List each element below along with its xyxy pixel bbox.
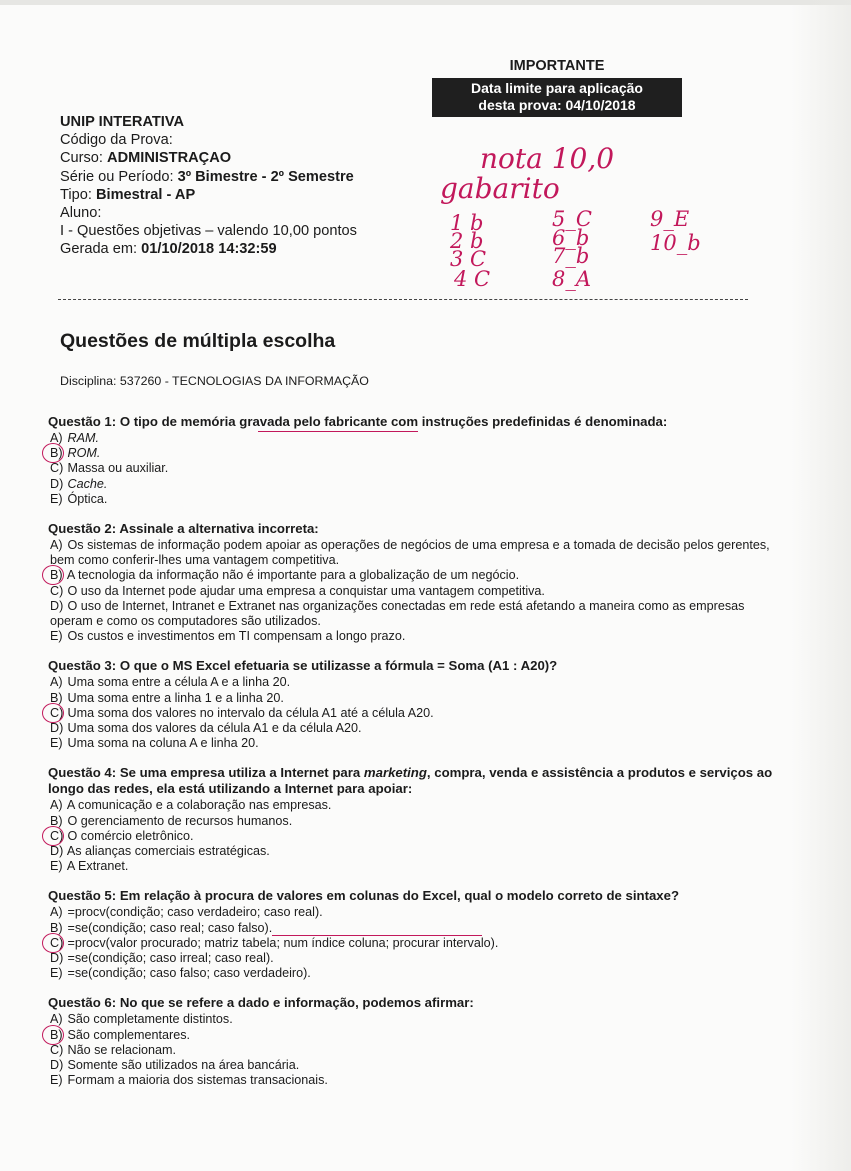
option-e[interactable]: E) Formam a maioria dos sistemas transacionais. [50, 1073, 328, 1088]
generated-value: 01/10/2018 14:32:59 [141, 241, 277, 258]
option-e[interactable]: E) A Extranet. [50, 859, 129, 874]
option-c[interactable]: C) Não se relacionam. [50, 1042, 176, 1057]
option-e[interactable]: E) Uma soma na coluna A e linha 20. [50, 736, 259, 751]
generated-line: Gerada em: 01/10/2018 14:32:59 [60, 241, 277, 258]
exam-code-label: Código da Prova: [60, 132, 173, 149]
answer-circle-mark [42, 703, 64, 723]
important-notice [432, 58, 682, 117]
question-text: Questão 3: O que o MS Excel efetuaria se utilizasse a fórmula = Soma (A1 : A20)? [48, 658, 558, 674]
option-a[interactable]: A) RAM. [50, 431, 99, 445]
course-value: ADMINISTRAÇAO [107, 150, 232, 167]
option-b[interactable]: B) ROM. [48, 446, 790, 461]
option-e[interactable]: E) Óptica. [50, 491, 108, 506]
section-title: Questões de múltipla escolha [60, 330, 336, 352]
handwritten-answer: 2 b [450, 229, 484, 253]
option-c[interactable]: C) O comércio eletrônico. [48, 829, 790, 844]
period-line: Série ou Período: 3º Bimestre - 2º Semestre [60, 168, 354, 185]
handwritten-answer: 10_b [650, 231, 701, 255]
handwritten-answer: 1 b [450, 211, 484, 235]
option-b[interactable]: B) São complementares. [48, 1028, 790, 1043]
answer-circle-mark [42, 933, 64, 953]
handwritten-underline-q1 [258, 431, 418, 432]
question-6 [48, 995, 790, 1088]
important-title: IMPORTANTE [509, 58, 605, 74]
questions-info: I - Questões objetivas – valendo 10,00 pontos [60, 223, 357, 240]
deadline-line-2: desta prova: 04/10/2018 [478, 97, 636, 113]
questions-list [48, 414, 790, 1103]
option-c[interactable]: C) =procv(valor procurado; matriz tabela; num índice coluna; procurar intervalo). [48, 936, 790, 951]
option-c[interactable]: C) O uso da Internet pode ajudar uma empresa a conquistar uma vantagem competitiva. [50, 583, 545, 598]
handwritten-answer: 7_b [552, 244, 590, 268]
option-a[interactable]: A) Os sistemas de informação podem apoiar as operações de negócios de uma empresa e a tomada de decisão pelos gerentes, bem como conferir-lhes uma vantagem competitiva. [50, 538, 770, 568]
question-text: Questão 2: Assinale a alternativa incorreta: [48, 521, 319, 537]
question-text: Questão 6: No que se refere a dado e informação, podemos afirmar: [48, 995, 474, 1011]
handwritten-answer: 9_E [650, 207, 690, 231]
option-a[interactable]: A) =procv(condição; caso verdadeiro; caso real). [50, 905, 323, 920]
period-value: 3º Bimestre - 2º Semestre [177, 168, 354, 185]
question-text: Questão 5: Em relação à procura de valores em colunas do Excel, qual o modelo correto de sintaxe? [48, 888, 680, 904]
handwritten-underline-q5 [272, 935, 482, 936]
option-d[interactable]: D) =se(condição; caso irreal; caso real). [50, 951, 274, 966]
answer-circle-mark [42, 826, 64, 846]
option-a[interactable]: A) A comunicação e a colaboração nas empresas. [50, 798, 332, 813]
exam-header [60, 113, 357, 259]
option-a[interactable]: A) Uma soma entre a célula A e a linha 20. [50, 675, 291, 690]
option-c[interactable]: C) Massa ou auxiliar. [50, 461, 169, 476]
question-2 [48, 521, 790, 644]
question-4 [48, 765, 790, 874]
option-d[interactable]: D) O uso de Internet, Intranet e Extranet nas organizações conectadas em rede está afetando a maneira como as empresas operam e como os computadores são utilizados. [50, 598, 745, 629]
handwritten-answer: 4 C [454, 267, 491, 291]
option-e[interactable]: E) =se(condição; caso falso; caso verdadeiro). [50, 966, 311, 981]
option-e[interactable]: E) Os custos e investimentos em TI compensam a longo prazo. [50, 629, 406, 644]
scan-page-shade [791, 0, 851, 1171]
question-3 [48, 658, 790, 751]
option-d[interactable]: D) Somente são utilizados na área bancária. [50, 1058, 300, 1073]
option-d[interactable]: D) Cache. [50, 476, 108, 491]
student-label: Aluno: [60, 205, 102, 222]
option-b[interactable]: B) O gerenciamento de recursos humanos. [50, 813, 293, 828]
option-b[interactable]: B) A tecnologia da informação não é importante para a globalização de um negócio. [48, 568, 790, 583]
type-line: Tipo: Bimestral - AP [60, 186, 196, 203]
handwritten-answer: 8_A [552, 267, 592, 291]
handwritten-answer: 3 C [450, 247, 487, 271]
subject-line: Disciplina: 537260 - TECNOLOGIAS DA INFORMAÇÃO [60, 374, 369, 388]
answer-circle-mark [42, 1025, 64, 1045]
option-a[interactable]: A) São completamente distintos. [50, 1012, 233, 1027]
handwritten-answer: 5_C [552, 207, 592, 231]
option-c[interactable]: C) Uma soma dos valores no intervalo da célula A1 até a célula A20. [48, 706, 790, 721]
handwritten-answer: 6_b [552, 226, 590, 250]
type-value: Bimestral - AP [95, 186, 196, 203]
option-d[interactable]: D) As alianças comerciais estratégicas. [50, 844, 270, 859]
scan-top-edge [0, 0, 851, 5]
deadline-box [432, 78, 682, 117]
option-b[interactable]: B) =se(condição; caso real; caso falso). [50, 920, 273, 935]
deadline-line-1: Data limite para aplicação [471, 80, 643, 96]
course-line: Curso: ADMINISTRAÇAO [60, 150, 232, 167]
question-1 [48, 414, 790, 507]
institution-name: UNIP INTERATIVA [60, 114, 185, 130]
handwritten-answer-key [440, 138, 780, 298]
option-d[interactable]: D) Uma soma dos valores da célula A1 e da célula A20. [50, 721, 362, 736]
question-text: Questão 1: O tipo de memória gravada pelo fabricante com instruções predefinidas é denominada: [48, 414, 668, 429]
handwritten-key-label: gabarito [440, 172, 560, 205]
option-b[interactable]: B) Uma soma entre a linha 1 e a linha 20. [50, 690, 284, 705]
header-divider [58, 299, 748, 300]
handwritten-grade: nota 10,0 [480, 142, 615, 175]
question-text: Questão 4: Se uma empresa utiliza a Internet para marketing, compra, venda e assistência a produtos e serviços ao longo das redes, ela está utilizando a Internet para apoiar: [48, 765, 773, 797]
